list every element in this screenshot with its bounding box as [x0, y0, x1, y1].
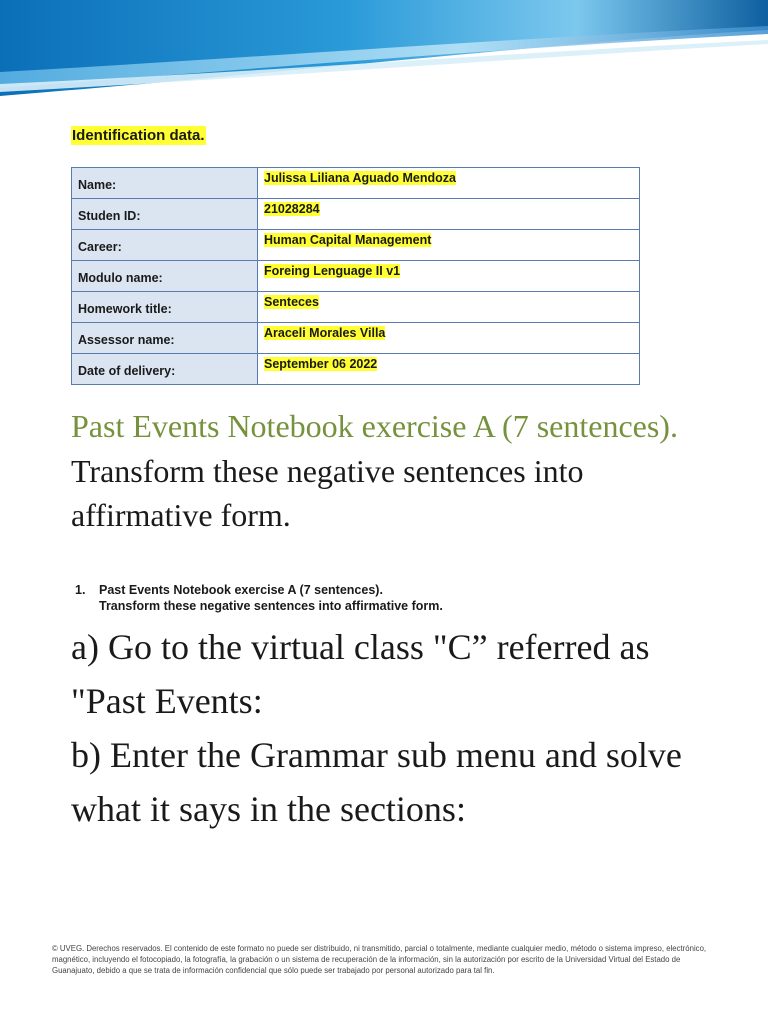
numbered-instruction: [75, 582, 443, 614]
row-value-module: Foreing Lenguage II v1: [264, 264, 401, 278]
step-a-letter: a): [71, 627, 99, 667]
row-label-career: Career:: [72, 230, 258, 261]
table-row: [72, 261, 640, 292]
row-label-assessor: Assessor name:: [72, 323, 258, 354]
table-row: [72, 230, 640, 261]
step-b-text: Enter the Grammar sub menu and solve what it says in the sections:: [71, 735, 682, 829]
step-a-text: Go to the virtual class "C” referred as "Past Events:: [71, 627, 650, 721]
exercise-title: [71, 404, 711, 538]
row-label-name: Name:: [72, 168, 258, 199]
table-row: [72, 168, 640, 199]
row-value-career: Human Capital Management: [264, 233, 432, 247]
row-label-student-id: Studen ID:: [72, 199, 258, 230]
copyright-footer: © UVEG. Derechos reservados. El contenido de este formato no puede ser distribuido, ni transmitido, parcial o totalmente, mediante cualquier medio, método o sistema impreso, electrónico, magnético, incluyendo el fotocopiado, la fotografía, la grabación o un sistema de recuperación de la información, sin la autorización por escrito de la Universidad Virtual del Estado de Guanajuato, debido a que se trata de información confidencial que sólo puede ser trabajado por personal autorizado para tal fin.: [52, 944, 707, 975]
instruction-line-2: Transform these negative sentences into affirmative form.: [99, 599, 443, 613]
identification-heading: Identification data.: [72, 127, 205, 144]
row-value-delivery-date: September 06 2022: [264, 357, 378, 371]
row-value-name: Julissa Liliana Aguado Mendoza: [264, 171, 456, 185]
instruction-line-1: Past Events Notebook exercise A (7 sentences).: [99, 583, 383, 597]
step-b-letter: b): [71, 735, 101, 775]
row-label-delivery-date: Date of delivery:: [72, 354, 258, 385]
step-a: [71, 620, 731, 728]
exercise-title-rest: Transform these negative sentences into affirmative form.: [71, 452, 584, 533]
row-value-assessor: Araceli Morales Villa: [264, 326, 386, 340]
table-row: [72, 323, 640, 354]
identification-table: [71, 167, 640, 385]
list-number: 1.: [75, 583, 86, 597]
row-label-module: Modulo name:: [72, 261, 258, 292]
table-row: [72, 199, 640, 230]
row-label-homework: Homework title:: [72, 292, 258, 323]
table-row: [72, 354, 640, 385]
exercise-title-green: Past Events Notebook exercise A (7 sentences).: [71, 408, 678, 444]
header-banner: [0, 0, 768, 96]
steps-list: [71, 620, 731, 836]
step-b: [71, 728, 731, 836]
row-value-homework: Senteces: [264, 295, 319, 309]
table-row: [72, 292, 640, 323]
row-value-student-id: 21028284: [264, 202, 320, 216]
